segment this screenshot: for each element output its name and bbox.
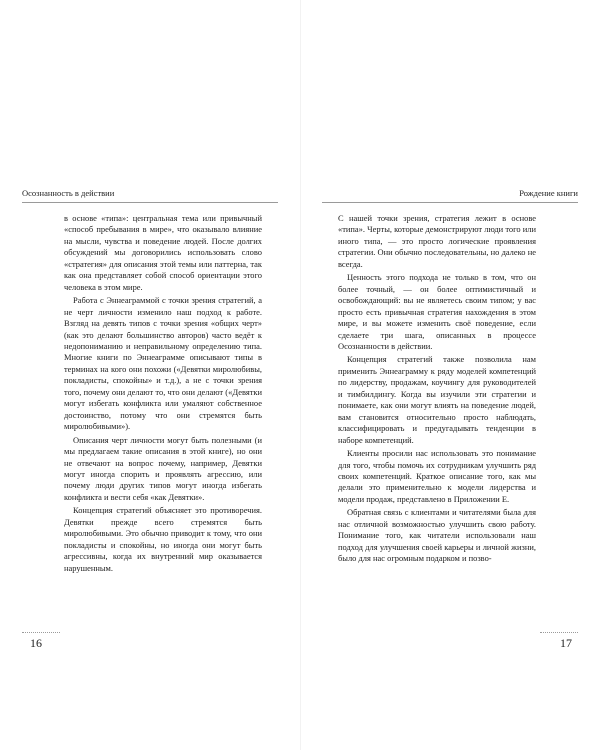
- running-head-left: Осознанность в действии: [22, 188, 115, 198]
- paragraph: Клиенты просили нас использовать это понимание для того, чтобы помочь их сотрудникам улучшить ряд своих компетенций. Краткое описание того, как мы делали это применительно к модели лидерства и модели продаж, представлено в Приложении Е.: [338, 448, 536, 504]
- right-page-text: [338, 213, 536, 567]
- folio-rule-right: [540, 632, 578, 633]
- running-head-right: Рождение книги: [519, 188, 578, 198]
- paragraph: Концепция стратегий также позволила нам применить Эннеаграмму к ряду моделей компетенций по лидерству, продажам, коучингу для руководителей и тимбилдингу. Когда вы изучили эти стратегии и понимаете, как они могут влиять на поведение людей, вам становится относительно просто наблюдать, классифицировать и предугадывать тенденции в наборе компетенций.: [338, 354, 536, 445]
- paragraph: в основе «типа»: центральная тема или привычный «способ пребывания в мире», что оказывало влияние на мысли, чувства и поведение людей. После долгих обсуждений мы договорились использовать слово «стратегия» для описания этой темы или паттерна, так как она представляет собой способ ориентации этого человека в этом мире.: [64, 213, 262, 292]
- left-page-text: [64, 213, 262, 576]
- gutter: [300, 0, 301, 750]
- folio-rule-left: [22, 632, 60, 633]
- paragraph: Работа с Эннеаграммой с точки зрения стратегий, а не черт личности изменило наш подход к работе. Взгляд на девять типов с точки зрения «общих черт» (как это делают большинство авторов) часто ведёт к недопониманию и неправильному определению типа. Многие книги по Эннеаграмме описывают типы в терминах на кого они похожи («Девятки миролюбивы, покладисты, спокойны» и т.д.), а не с точки зрения того, почему они делают то, что они делают («Девятки могут избегать конфликта или умаляют собственное достоинство, потому что они стремятся быть миролюбивыми»).: [64, 295, 262, 432]
- header-rule-left: [22, 202, 278, 203]
- paragraph: Обратная связь с клиентами и читателями была для нас отличной возможностью улучшить свою работу. Понимание того, как читатели использовали наш подход для улучшения своей карьеры и личной жизни, было для нас огромным подарком и позво-: [338, 507, 536, 564]
- page-number-left: 16: [30, 636, 42, 650]
- paragraph: Концепция стратегий объясняет это противоречия. Девятки прежде всего стремятся быть миролюбивыми. Это обычно приводит к тому, что они покладисты и спокойны, но иногда они могут быть агрессивны, когда их внутренний мир оказывается нарушенным.: [64, 505, 262, 573]
- paragraph: Описания черт личности могут быть полезными (и мы предлагаем такие описания в этой книге), но они не отвечают на вопрос почему, например, Девятки могут иногда спорить и проявлять агрессию, или почему люди других типов могут иногда избегать конфликта и вести себя «как Девятки».: [64, 434, 262, 502]
- page-number-right: 17: [560, 636, 572, 650]
- header-rule-right: [322, 202, 578, 203]
- paragraph: Ценность этого подхода не только в том, что он более точный, — он более оптимистичный и освобождающий: вы не являетесь своим типом; у вас просто есть привычная стратегия нахождения в этом мире, и вы можете изменить своё поведение, если сделаете три шага, описанных в процессе Осознанности в действии.: [338, 272, 536, 351]
- paragraph: С нашей точки зрения, стратегия лежит в основе «типа». Черты, которые демонстрируют люди того или иного типа, — это просто логические проявления стратегии. Они обычно последовательны, но далеко не всегда.: [338, 213, 536, 269]
